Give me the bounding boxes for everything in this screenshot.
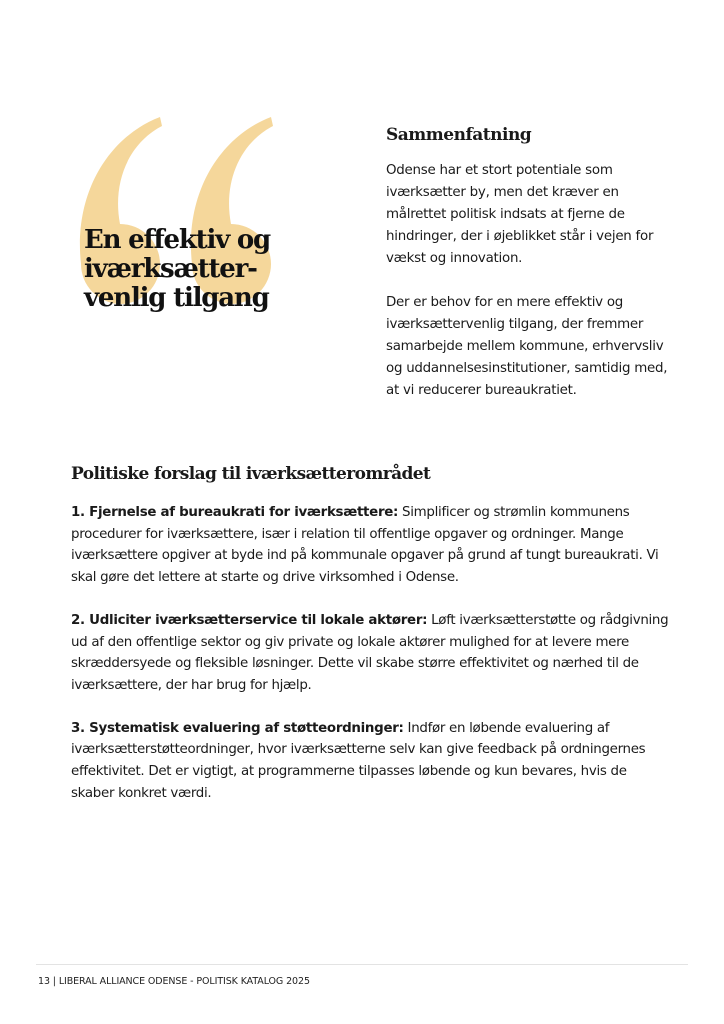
summary-paragraph: Der er behov for en mere effektiv og iværksættervenlig tilgang, der fremmer samarbejde mellem kommune, erhvervsliv og uddannelsesinstitutioner, samtidig med, at vi reducerer bureaukratiet. <box>386 295 668 398</box>
feature-title <box>84 226 324 313</box>
summary-paragraph: Odense har et stort potentiale som iværksætter by, men det kræver en målrettet politisk indsats at fjerne de hindringer, der i øjeblikket står i vejen for vækst og innovation. <box>386 163 654 266</box>
proposal-item <box>71 610 671 697</box>
proposals-heading: Politiske forslag til iværksætterområdet <box>71 464 431 484</box>
proposal-item <box>71 502 671 589</box>
proposal-text: Simplificer og strømlin kommunens procedurer for iværksættere, især i relation til offentlige opgaver og ordninger. Mange iværksættere opgiver at byde ind på kommunale opgaver på grund af tungt bureaukrati. Vi skal gøre det lettere at starte og drive virksomhed i Odense. <box>71 505 659 586</box>
feature-title-line: venlig tilgang <box>84 283 269 313</box>
page-footer: 13 | LIBERAL ALLIANCE ODENSE - POLITISK KATALOG 2025 <box>38 976 310 987</box>
proposal-item <box>71 718 671 805</box>
proposals-section <box>71 462 671 825</box>
proposal-text: Løft iværksætterstøtte og rådgivning ud af den offentlige sektor og giv private og lokale aktører mulighed for at levere mere skræddersyede og fleksible løsninger. Dette vil skabe større effektivitet og nærhed til de iværksættere, der har brug for hjælp. <box>71 612 669 693</box>
proposal-title: 1. Fjernelse af bureaukrati for iværksættere: <box>71 505 399 520</box>
summary-heading: Sammenfatning <box>386 125 532 145</box>
feature-title-line: En effektiv og <box>84 225 271 255</box>
proposal-text: Indfør en løbende evaluering af iværksætterstøtteordninger, hvor iværksætterne selv kan give feedback på ordningernes effektivitet. Det er vigtigt, at programmerne tilpasses løbende og kun bevares, hvis de skaber konkret værdi. <box>71 720 646 801</box>
summary-section <box>386 124 676 424</box>
feature-title-line: iværksætter- <box>84 254 257 284</box>
proposal-title: 3. Systematisk evaluering af støtteordninger: <box>71 720 404 736</box>
proposal-title: 2. Udliciter iværksætterservice til lokale aktører: <box>71 612 428 628</box>
footer-divider <box>36 964 688 965</box>
